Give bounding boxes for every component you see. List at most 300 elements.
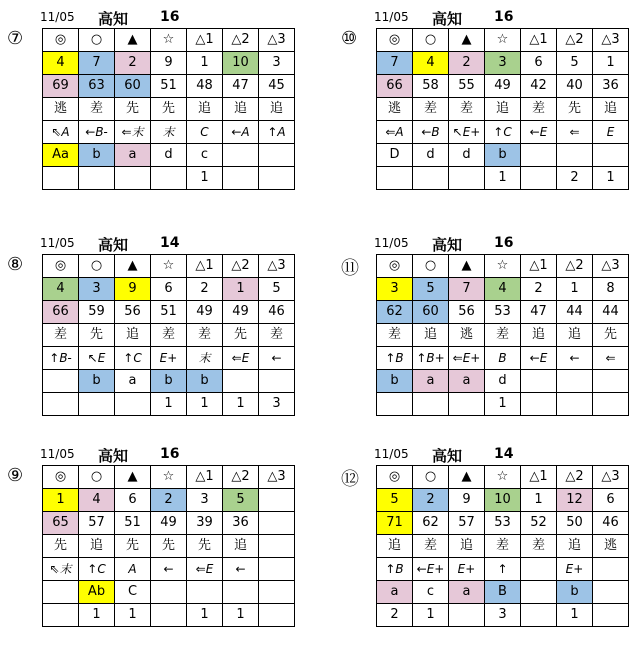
panel-runner-count: 14: [494, 446, 514, 462]
panel-date: 11/05: [374, 447, 409, 461]
grid-cell: △1: [521, 29, 557, 52]
grid-cell: 56: [115, 301, 151, 324]
panel-runner-count: 16: [494, 9, 514, 25]
grid-row-results: [43, 393, 295, 416]
grid-cell: 46: [593, 512, 629, 535]
grid-cell: ↑C: [115, 347, 151, 370]
grid-cell: 3: [79, 278, 115, 301]
grid-cell: 47: [521, 301, 557, 324]
grid-cell: ←A: [223, 121, 259, 144]
grid-cell: 差: [413, 535, 449, 558]
grid-row-styles: [377, 98, 629, 121]
grid-cell: a: [115, 370, 151, 393]
grid-cell: ○: [413, 466, 449, 489]
panel-runner-count: 16: [160, 9, 180, 25]
grid-cell: E: [593, 121, 629, 144]
panel-venue: 高知: [432, 447, 463, 465]
grid-cell: B: [485, 347, 521, 370]
grid-cell: 9: [449, 489, 485, 512]
grid-row-styles: [43, 535, 295, 558]
grid-cell: E+: [557, 558, 593, 581]
grid-cell: 差: [485, 324, 521, 347]
grid-cell: 追: [557, 324, 593, 347]
grid-cell: ↑B+: [413, 347, 449, 370]
grid-cell: 1: [521, 489, 557, 512]
grid-cell: 4: [413, 52, 449, 75]
grid-cell: [593, 370, 629, 393]
grid-cell: ↑B-: [43, 347, 79, 370]
grid-row-styles: [377, 324, 629, 347]
grid-cell: 2: [377, 604, 413, 627]
grid-cell: 6: [521, 52, 557, 75]
grid-cell: △1: [187, 466, 223, 489]
grid-cell: 69: [43, 75, 79, 98]
grid-cell: 逃: [43, 98, 79, 121]
grid-cell: B: [485, 581, 521, 604]
grid-cell: 追: [557, 535, 593, 558]
grid-cell: 62: [377, 301, 413, 324]
grid-cell: ↖E: [79, 347, 115, 370]
grid-cell: 4: [43, 52, 79, 75]
grid-cell: 47: [223, 75, 259, 98]
grid-cell: 末: [187, 347, 223, 370]
grid-row-ranks: [43, 370, 295, 393]
grid-cell: 1: [593, 52, 629, 75]
grid-cell: 1: [43, 489, 79, 512]
grid-cell: 55: [449, 75, 485, 98]
grid-cell: △3: [259, 466, 295, 489]
grid-cell: [223, 144, 259, 167]
grid-cell: 59: [79, 301, 115, 324]
grid-cell: 1: [223, 393, 259, 416]
grid-cell: △2: [557, 29, 593, 52]
panel-venue: 高知: [432, 10, 463, 28]
race-number: ⑧: [7, 254, 24, 275]
grid-cell: ⇖末: [43, 558, 79, 581]
grid-cell: 2: [187, 278, 223, 301]
grid-cell: 差: [187, 324, 223, 347]
grid-cell: 逃: [593, 535, 629, 558]
grid-cell: Ab: [79, 581, 115, 604]
grid-cell: 57: [449, 512, 485, 535]
grid-cell: △2: [557, 255, 593, 278]
grid-cell: d: [151, 144, 187, 167]
grid-cell: 追: [521, 324, 557, 347]
grid-cell: 追: [223, 535, 259, 558]
grid-cell: E+: [151, 347, 187, 370]
grid-cell: 6: [593, 489, 629, 512]
grid-cell: 追: [223, 98, 259, 121]
grid-cell: ☆: [485, 466, 521, 489]
grid-cell: [79, 167, 115, 190]
grid-cell: ◎: [377, 466, 413, 489]
grid-cell: 7: [449, 278, 485, 301]
grid-cell: 46: [259, 301, 295, 324]
grid-row-arrows: [43, 121, 295, 144]
grid-cell: b: [377, 370, 413, 393]
grid-cell: 6: [151, 278, 187, 301]
grid-row-numbers: [43, 52, 295, 75]
grid-cell: △1: [187, 29, 223, 52]
grid-cell: 1: [485, 167, 521, 190]
grid-cell: 57: [79, 512, 115, 535]
grid-cell: 51: [151, 75, 187, 98]
grid-cell: ⇐末: [115, 121, 151, 144]
grid-cell: d: [413, 144, 449, 167]
grid-row-marks: [377, 29, 629, 52]
grid-cell: 2: [521, 278, 557, 301]
grid-cell: 12: [557, 489, 593, 512]
panel-date: 11/05: [374, 10, 409, 24]
grid-cell: [43, 370, 79, 393]
grid-row-marks: [43, 466, 295, 489]
race-panel: [341, 6, 636, 211]
grid-cell: 48: [187, 75, 223, 98]
prediction-grid: [42, 254, 295, 416]
grid-cell: 44: [593, 301, 629, 324]
grid-cell: C: [115, 581, 151, 604]
grid-row-results: [43, 604, 295, 627]
grid-cell: C: [187, 121, 223, 144]
race-panel: [7, 232, 336, 437]
grid-cell: [259, 558, 295, 581]
grid-cell: [79, 393, 115, 416]
grid-cell: △1: [521, 255, 557, 278]
grid-cell: 2: [115, 52, 151, 75]
grid-cell: 2: [557, 167, 593, 190]
grid-cell: [151, 167, 187, 190]
grid-cell: ↑C: [79, 558, 115, 581]
grid-cell: ⇐E: [187, 558, 223, 581]
panel-date: 11/05: [374, 236, 409, 250]
grid-cell: 差: [521, 98, 557, 121]
grid-cell: 39: [187, 512, 223, 535]
grid-cell: 差: [43, 324, 79, 347]
grid-cell: [521, 393, 557, 416]
prediction-grid: [376, 28, 629, 190]
grid-cell: 追: [593, 98, 629, 121]
grid-row-ranks: [377, 581, 629, 604]
grid-cell: 差: [151, 324, 187, 347]
panel-runner-count: 16: [160, 446, 180, 462]
grid-cell: 5: [557, 52, 593, 75]
grid-cell: ↑B: [377, 347, 413, 370]
grid-cell: [521, 581, 557, 604]
grid-cell: 60: [413, 301, 449, 324]
grid-cell: b: [187, 370, 223, 393]
grid-cell: △3: [259, 29, 295, 52]
grid-cell: ←: [151, 558, 187, 581]
grid-cell: 追: [115, 324, 151, 347]
race-panel: [7, 6, 336, 211]
panel-runner-count: 14: [160, 235, 180, 251]
grid-cell: 40: [557, 75, 593, 98]
grid-row-arrows: [377, 558, 629, 581]
grid-cell: 先: [187, 535, 223, 558]
grid-cell: ←: [259, 347, 295, 370]
grid-row-numbers: [43, 489, 295, 512]
grid-cell: 3: [485, 52, 521, 75]
grid-cell: 2: [151, 489, 187, 512]
grid-cell: △3: [593, 255, 629, 278]
grid-row-ranks: [43, 581, 295, 604]
grid-cell: A: [115, 558, 151, 581]
grid-cell: [449, 393, 485, 416]
grid-cell: 追: [79, 535, 115, 558]
grid-row-scores: [43, 512, 295, 535]
grid-cell: d: [449, 144, 485, 167]
grid-cell: 差: [449, 98, 485, 121]
grid-cell: [43, 393, 79, 416]
grid-cell: a: [115, 144, 151, 167]
prediction-grid: [376, 465, 629, 627]
grid-cell: [259, 535, 295, 558]
grid-cell: 追: [485, 98, 521, 121]
grid-cell: 10: [223, 52, 259, 75]
grid-cell: 先: [593, 324, 629, 347]
grid-cell: ◎: [43, 255, 79, 278]
panel-venue: 高知: [432, 236, 463, 254]
grid-cell: 36: [593, 75, 629, 98]
grid-cell: 先: [557, 98, 593, 121]
grid-cell: 3: [485, 604, 521, 627]
grid-cell: [259, 489, 295, 512]
grid-cell: ←B: [413, 121, 449, 144]
grid-row-ranks: [377, 144, 629, 167]
grid-cell: 7: [377, 52, 413, 75]
grid-cell: ○: [79, 29, 115, 52]
race-number: ⑫: [341, 469, 359, 490]
grid-cell: 4: [79, 489, 115, 512]
grid-row-numbers: [377, 52, 629, 75]
grid-cell: 5: [223, 489, 259, 512]
grid-cell: △1: [187, 255, 223, 278]
grid-row-marks: [377, 255, 629, 278]
grid-cell: [151, 604, 187, 627]
grid-cell: 先: [151, 535, 187, 558]
grid-cell: 末: [151, 121, 187, 144]
grid-cell: 追: [413, 324, 449, 347]
grid-cell: 1: [151, 393, 187, 416]
grid-cell: 53: [485, 512, 521, 535]
grid-cell: ⇖A: [43, 121, 79, 144]
grid-cell: 先: [79, 324, 115, 347]
grid-cell: ▲: [449, 466, 485, 489]
grid-cell: 1: [187, 604, 223, 627]
grid-row-scores: [43, 301, 295, 324]
grid-cell: c: [187, 144, 223, 167]
grid-cell: 1: [79, 604, 115, 627]
grid-cell: [521, 558, 557, 581]
grid-cell: 3: [377, 278, 413, 301]
grid-cell: 49: [485, 75, 521, 98]
grid-cell: 差: [259, 324, 295, 347]
grid-cell: 差: [521, 535, 557, 558]
grid-row-results: [43, 167, 295, 190]
grid-cell: 9: [115, 278, 151, 301]
grid-row-arrows: [377, 347, 629, 370]
grid-cell: b: [485, 144, 521, 167]
grid-cell: [557, 144, 593, 167]
grid-cell: 先: [43, 535, 79, 558]
grid-cell: E+: [449, 558, 485, 581]
grid-cell: [413, 393, 449, 416]
grid-cell: [223, 167, 259, 190]
prediction-grid: [376, 254, 629, 416]
grid-cell: [43, 604, 79, 627]
grid-cell: ⇐: [557, 121, 593, 144]
grid-cell: [151, 581, 187, 604]
grid-cell: ←: [223, 558, 259, 581]
grid-cell: 追: [449, 535, 485, 558]
grid-cell: b: [79, 370, 115, 393]
grid-row-styles: [377, 535, 629, 558]
grid-cell: ←E: [521, 121, 557, 144]
grid-cell: 1: [593, 167, 629, 190]
grid-cell: 追: [187, 98, 223, 121]
grid-cell: 1: [187, 52, 223, 75]
grid-cell: [593, 581, 629, 604]
grid-cell: △3: [259, 255, 295, 278]
grid-cell: 追: [259, 98, 295, 121]
grid-cell: [593, 558, 629, 581]
grid-cell: ☆: [151, 255, 187, 278]
grid-cell: 差: [485, 535, 521, 558]
grid-cell: a: [377, 581, 413, 604]
grid-cell: [259, 167, 295, 190]
grid-cell: ←B-: [79, 121, 115, 144]
grid-cell: 9: [151, 52, 187, 75]
grid-cell: ▲: [449, 255, 485, 278]
grid-cell: 45: [259, 75, 295, 98]
grid-cell: 2: [413, 489, 449, 512]
grid-cell: 追: [377, 535, 413, 558]
grid-cell: 49: [187, 301, 223, 324]
grid-cell: d: [485, 370, 521, 393]
grid-cell: 先: [151, 98, 187, 121]
grid-cell: b: [557, 581, 593, 604]
grid-cell: 8: [593, 278, 629, 301]
grid-cell: 5: [413, 278, 449, 301]
grid-cell: 66: [377, 75, 413, 98]
grid-row-results: [377, 604, 629, 627]
grid-row-arrows: [43, 347, 295, 370]
grid-cell: 逃: [377, 98, 413, 121]
grid-cell: [115, 393, 151, 416]
grid-cell: 58: [413, 75, 449, 98]
grid-cell: ☆: [485, 255, 521, 278]
grid-cell: ↑C: [485, 121, 521, 144]
grid-cell: [377, 167, 413, 190]
grid-cell: ○: [413, 255, 449, 278]
grid-cell: 1: [223, 278, 259, 301]
grid-cell: ←: [557, 347, 593, 370]
grid-cell: [259, 370, 295, 393]
grid-cell: 差: [377, 324, 413, 347]
grid-cell: 4: [43, 278, 79, 301]
grid-row-numbers: [377, 489, 629, 512]
grid-cell: a: [413, 370, 449, 393]
grid-cell: [259, 581, 295, 604]
prediction-grid: [42, 465, 295, 627]
race-number: ⑨: [7, 465, 24, 486]
grid-cell: 逃: [449, 324, 485, 347]
grid-cell: ▲: [115, 466, 151, 489]
panel-date: 11/05: [40, 447, 75, 461]
grid-cell: [557, 370, 593, 393]
grid-cell: ◎: [377, 255, 413, 278]
grid-cell: 6: [115, 489, 151, 512]
grid-cell: ↖E+: [449, 121, 485, 144]
grid-cell: 2: [449, 52, 485, 75]
grid-cell: △2: [223, 466, 259, 489]
grid-row-scores: [377, 301, 629, 324]
grid-cell: 先: [115, 535, 151, 558]
panel-date: 11/05: [40, 236, 75, 250]
grid-cell: 差: [413, 98, 449, 121]
grid-cell: 49: [223, 301, 259, 324]
grid-row-numbers: [377, 278, 629, 301]
grid-cell: ☆: [151, 466, 187, 489]
grid-cell: 60: [115, 75, 151, 98]
grid-cell: 53: [485, 301, 521, 324]
grid-cell: ◎: [43, 29, 79, 52]
grid-cell: Aa: [43, 144, 79, 167]
grid-cell: △2: [223, 29, 259, 52]
grid-cell: ☆: [151, 29, 187, 52]
grid-cell: △3: [593, 466, 629, 489]
grid-cell: 1: [557, 604, 593, 627]
grid-cell: 1: [413, 604, 449, 627]
grid-cell: b: [151, 370, 187, 393]
race-number: ⑩: [341, 28, 358, 49]
grid-cell: [521, 167, 557, 190]
grid-cell: 4: [485, 278, 521, 301]
grid-row-ranks: [377, 370, 629, 393]
grid-row-marks: [377, 466, 629, 489]
grid-row-arrows: [43, 558, 295, 581]
grid-cell: ◎: [43, 466, 79, 489]
grid-cell: △2: [557, 466, 593, 489]
grid-cell: ⇐A: [377, 121, 413, 144]
grid-cell: ◎: [377, 29, 413, 52]
grid-cell: [223, 581, 259, 604]
grid-cell: 7: [79, 52, 115, 75]
race-number: ⑪: [341, 258, 359, 279]
grid-cell: [115, 167, 151, 190]
grid-cell: [521, 604, 557, 627]
grid-cell: 1: [115, 604, 151, 627]
panel-venue: 高知: [98, 236, 129, 254]
grid-cell: 1: [223, 604, 259, 627]
grid-cell: [521, 370, 557, 393]
race-number: ⑦: [7, 28, 24, 49]
grid-cell: b: [79, 144, 115, 167]
grid-cell: 10: [485, 489, 521, 512]
grid-cell: ↑B: [377, 558, 413, 581]
grid-cell: 56: [449, 301, 485, 324]
race-panel: [341, 232, 636, 437]
grid-row-ranks: [43, 144, 295, 167]
grid-row-scores: [377, 512, 629, 535]
grid-cell: 50: [557, 512, 593, 535]
grid-cell: [413, 167, 449, 190]
grid-cell: D: [377, 144, 413, 167]
grid-cell: 3: [259, 393, 295, 416]
grid-cell: 36: [223, 512, 259, 535]
panel-date: 11/05: [40, 10, 75, 24]
grid-cell: 1: [187, 167, 223, 190]
